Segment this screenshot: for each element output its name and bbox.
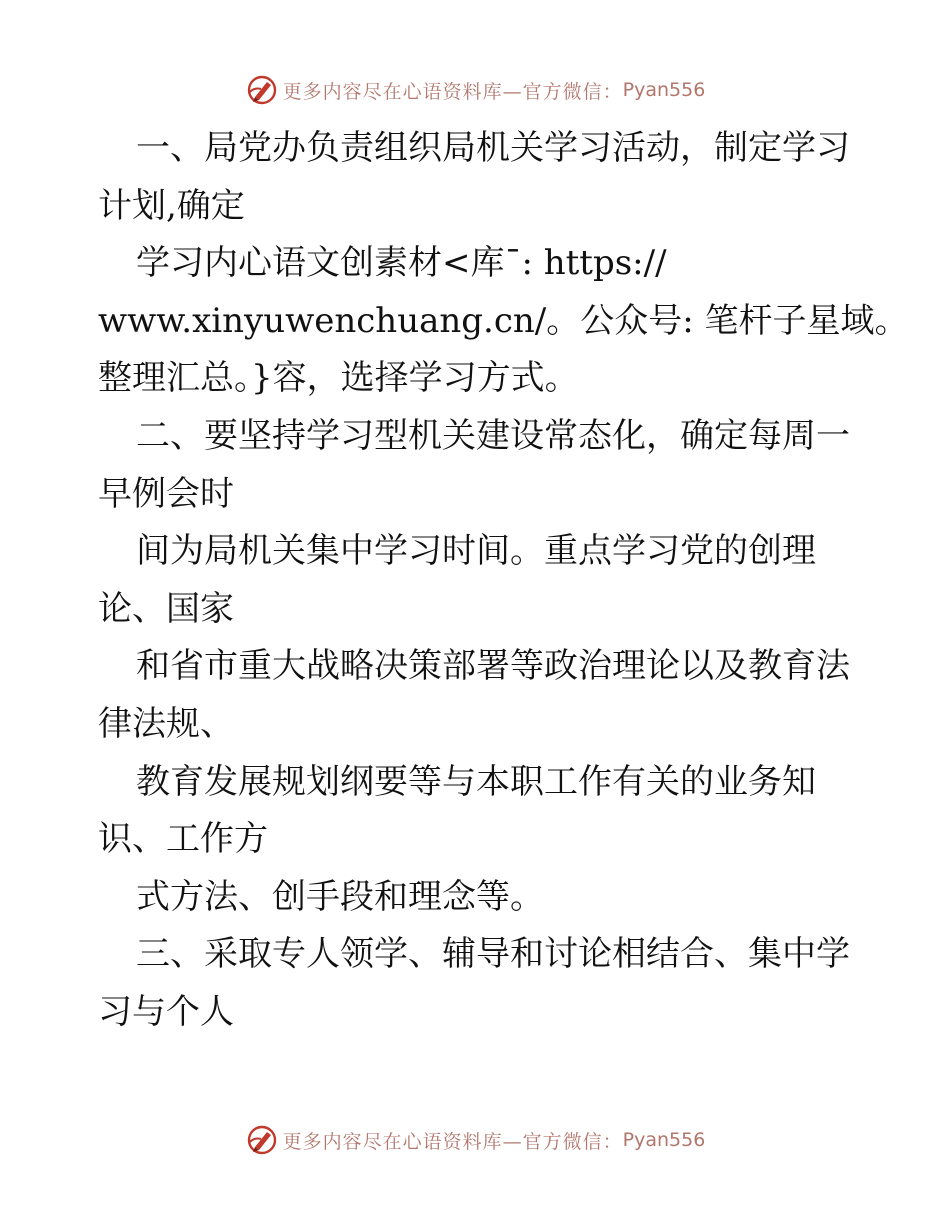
document-body [98,120,909,1042]
banner-wechat-id: Pyan556 [622,1129,706,1151]
text-line: 早例会时 [98,473,234,514]
text-line: 教育发展规划纲要等与本职工作有关的业务知 [136,761,816,802]
text-line: 间为局机关集中学习时间。重点学习党的创理 [136,531,816,572]
footer-banner [0,1120,950,1160]
text-line: 式方法、创手段和理念等。 [136,876,544,917]
pen-logo-icon [245,1123,279,1157]
text-line: 二、要坚持学习型机关建设常态化，确定每周一 [136,415,850,456]
text-line: 一、局党办负责组织局机关学习活动，制定学习 [136,128,850,168]
text-line: 整理汇总。}容，选择学习方式。 [98,358,579,399]
pen-logo-icon [245,73,279,107]
banner-text: 更多内容尽在心语资料库—官方微信： [282,1130,623,1153]
text-line: 学习内心语文创素材<库¯: https:// [136,243,667,284]
text-line: 律法规、 [98,703,234,744]
text-line: www.xinyuwenchuang.cn/。公众号: 笔杆子星域。 [98,300,909,341]
text-line: 习与个人 [98,991,234,1032]
text-line: 论、国家 [98,588,234,629]
text-line: 三、采取专人领学、辅导和讨论相结合、集中学 [136,934,850,975]
text-line: 和省市重大战略决策部署等政治理论以及教育法 [136,646,850,687]
banner-text: 更多内容尽在心语资料库—官方微信： [282,80,623,103]
text-line: 识、工作方 [98,819,268,860]
banner-wechat-id: Pyan556 [622,79,706,101]
text-line: 计划,确定 [98,185,245,226]
header-banner [0,70,950,110]
